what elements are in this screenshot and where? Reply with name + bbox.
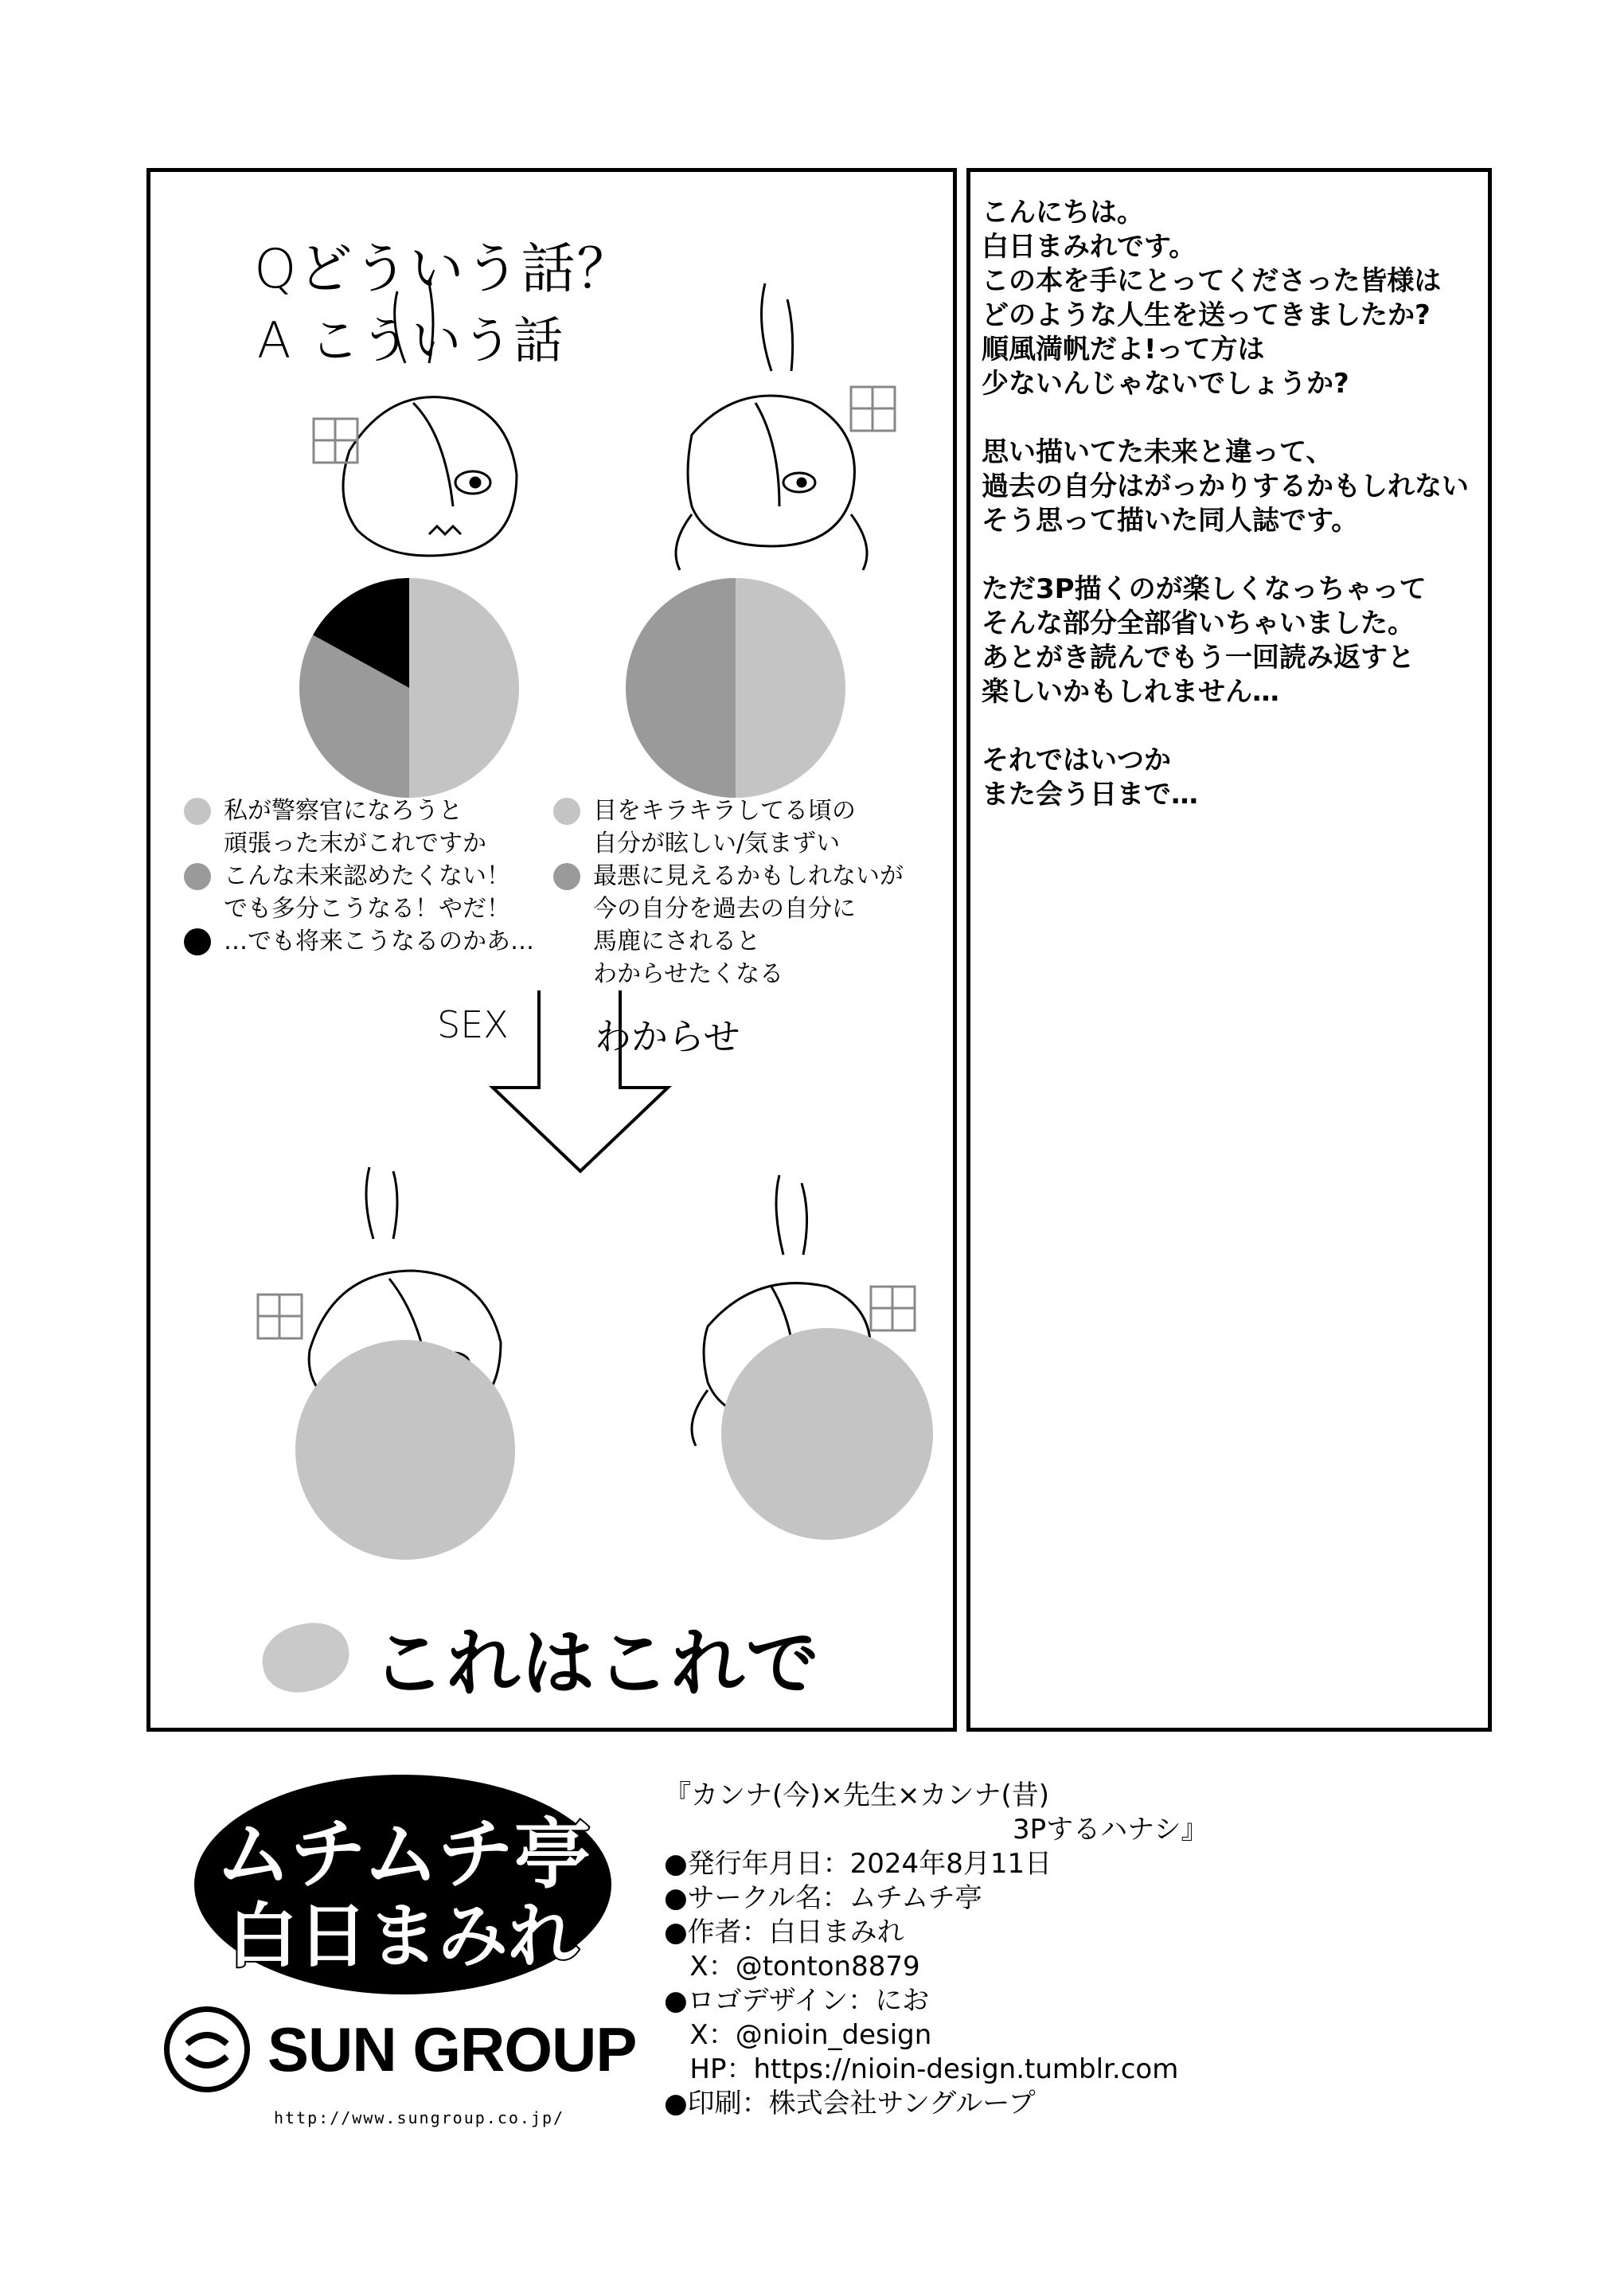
pie-slice (721, 1328, 933, 1540)
afterword-paragraph: それではいつか また会う日まで… (982, 744, 1198, 811)
pie-slice (626, 578, 736, 798)
final-legend-swatch (256, 1615, 355, 1699)
legend-label: 私が警察官になろうと 頑張った末がこれですか (224, 797, 486, 857)
colophon-line: X：@tonton8879 (664, 1951, 920, 1982)
final-legend-text: これはこれで (372, 1621, 822, 1706)
colophon (664, 1779, 1317, 2121)
legend-left (184, 795, 566, 958)
afterword-message (982, 196, 1475, 846)
colophon-lines (664, 1847, 1317, 2121)
colophon-line: ●発行年月日：2024年8月11日 (664, 1848, 1052, 1880)
left-panel (146, 168, 957, 1732)
circle-logo (188, 1769, 618, 2000)
answer-heading: A こういう話 (257, 311, 565, 369)
pie-chart-4 (721, 1328, 933, 1540)
final-legend (262, 1605, 821, 1710)
logo-text-bottom: 白日まみれ (227, 1895, 579, 1977)
pie-slice (295, 1340, 515, 1560)
legend-item (184, 795, 566, 860)
legend-swatch (553, 798, 580, 825)
legend-swatch (184, 798, 211, 825)
pie-chart-2 (626, 578, 845, 798)
printer-logo (164, 2006, 636, 2092)
afterword-paragraph: こんにちは。 白日まみれです。 この本を手にとってくださった皆様は どのような人生を送ってきましたか? 順風満帆だよ!って方は 少ないんじゃないでしょうか? (982, 197, 1442, 400)
colophon-line: ●ロゴデザイン：にお (664, 1985, 930, 2017)
colophon-line: HP：https://nioin-design.tumblr.com (664, 2053, 1179, 2085)
book-title-line-2: 3Pするハナシ』 (1013, 1814, 1208, 1846)
colophon-line: ●サークル名：ムチムチ亭 (664, 1882, 982, 1914)
question-heading: Qどういう話？ (254, 238, 633, 301)
legend-label: 最悪に見えるかもしれないが 今の自分を過去の自分に 馬鹿にされると わからせたくなる (593, 862, 904, 988)
printer-url: http://www.sungroup.co.jp/ (274, 2108, 565, 2127)
logo-text-top: ムチムチ亭 (215, 1810, 591, 1899)
legend-swatch (184, 928, 211, 955)
colophon-line: X：@nioin_design (664, 2019, 932, 2051)
book-title-line-1: 『カンナ(今)×先生×カンナ(昔) (664, 1779, 1050, 1811)
pie-slice (409, 578, 519, 798)
legend-label: …でも将来こうなるのかあ… (224, 928, 534, 955)
sun-group-mark-icon (164, 2006, 250, 2092)
legend-label: 目をキラキラしてる頃の 自分が眩しい/気まずい (593, 797, 856, 857)
pie-slice (736, 578, 845, 798)
legend-item (184, 925, 566, 958)
colophon-line: ●作者：白日まみれ (664, 1916, 904, 1948)
legend-label: こんな未来認めたくない！ でも多分こうなる！やだ！ (224, 862, 510, 923)
legend-right (553, 795, 935, 990)
character-sketch-top-left (314, 283, 517, 556)
pie-chart-1 (299, 578, 519, 798)
legend-item (184, 860, 566, 925)
legend-item (553, 860, 935, 990)
arrow-label-sex: SEX (437, 1003, 509, 1046)
afterword-paragraph: ただ3P描くのが楽しくなっちゃって そんな部分全部省いちゃいました。 あとがき読んでもう一回読み返すと 楽しいかもしれません… (982, 573, 1427, 708)
legend-item (553, 795, 935, 860)
arrow-label-wakarase: わからせ (595, 1015, 740, 1058)
printer-name: SUN GROUP (267, 2014, 637, 2084)
colophon-line: ●印刷：株式会社サングループ (664, 2088, 1036, 2119)
pie-chart-3 (295, 1340, 515, 1560)
legend-swatch (184, 863, 211, 890)
right-panel (966, 168, 1492, 1732)
afterword-paragraph: 思い描いてた未来と違って、 過去の自分はがっかりするかもしれない そう思って描いた同人誌です。 (982, 436, 1469, 537)
character-sketch-top-right (676, 283, 895, 570)
legend-swatch (553, 863, 580, 890)
